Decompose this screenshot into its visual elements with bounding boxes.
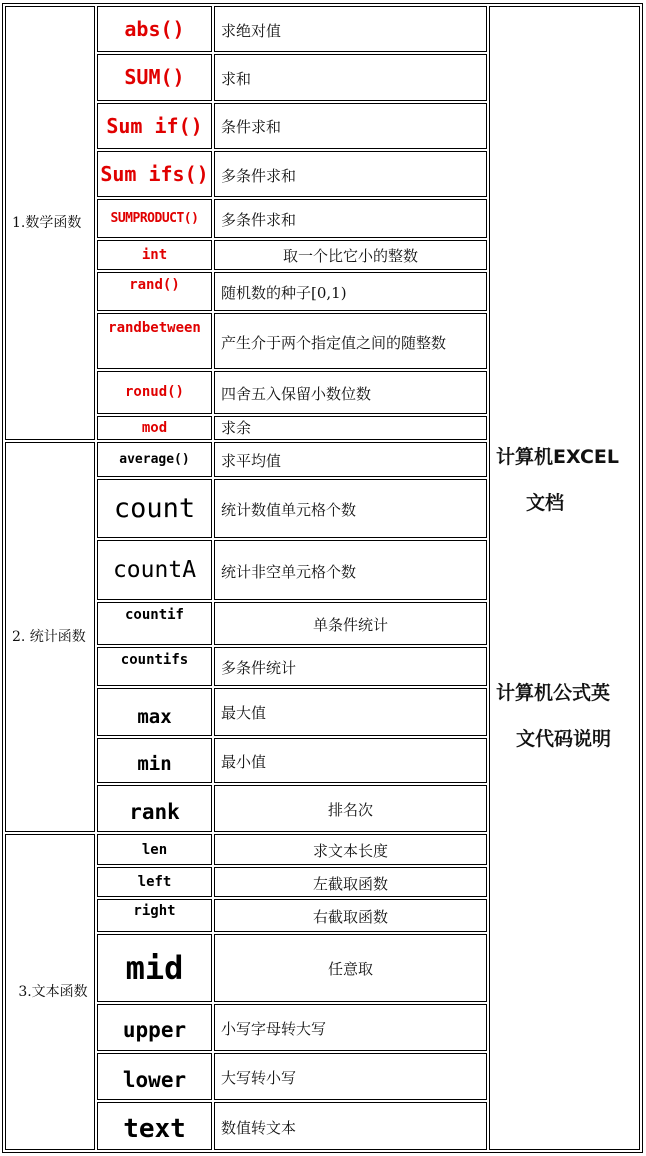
function-name: len xyxy=(97,834,212,865)
function-description: 求平均值 xyxy=(214,442,487,477)
function-description: 求和 xyxy=(214,54,487,100)
function-description: 数值转文本 xyxy=(214,1102,487,1150)
function-description: 排名次 xyxy=(214,785,487,832)
function-name: upper xyxy=(97,1004,212,1051)
function-description: 多条件求和 xyxy=(214,151,487,197)
function-description: 统计非空单元格个数 xyxy=(214,540,487,600)
function-name: rank xyxy=(97,785,212,832)
function-description: 统计数值单元格个数 xyxy=(214,479,487,539)
function-name: mod xyxy=(97,416,212,440)
side-note xyxy=(489,6,640,1150)
function-name: countA xyxy=(97,540,212,600)
function-description: 多条件求和 xyxy=(214,199,487,238)
function-description: 取一个比它小的整数 xyxy=(214,240,487,270)
category-math: 1.数学函数 xyxy=(5,6,95,440)
function-description: 四舍五入保留小数位数 xyxy=(214,371,487,414)
function-name: randbetween xyxy=(97,313,212,369)
function-description: 随机数的种子[0,1) xyxy=(214,272,487,311)
category-stat: 2. 统计函数 xyxy=(5,442,95,833)
function-description: 求余 xyxy=(214,416,487,440)
function-description: 单条件统计 xyxy=(214,602,487,645)
table-row xyxy=(5,6,640,52)
function-description: 多条件统计 xyxy=(214,647,487,686)
function-name: lower xyxy=(97,1053,212,1100)
function-name: count xyxy=(97,479,212,539)
function-name: min xyxy=(97,738,212,783)
function-description: 大写转小写 xyxy=(214,1053,487,1100)
side-line-1: 计算机EXCEL xyxy=(496,446,619,468)
function-name: mid xyxy=(97,934,212,1002)
function-name: countifs xyxy=(97,647,212,686)
function-name: right xyxy=(97,899,212,932)
function-name: Sum ifs() xyxy=(97,151,212,197)
side-line-4: 文代码说明 xyxy=(516,728,612,750)
function-description: 任意取 xyxy=(214,934,487,1002)
function-name: ronud() xyxy=(97,371,212,414)
function-name: average() xyxy=(97,442,212,477)
side-line-3: 计算机公式英 xyxy=(496,682,611,704)
function-name: countif xyxy=(97,602,212,645)
function-name: SUMPRODUCT() xyxy=(97,199,212,238)
function-name: SUM() xyxy=(97,54,212,100)
function-name: text xyxy=(97,1102,212,1150)
function-name: max xyxy=(97,688,212,735)
function-name: rand() xyxy=(97,272,212,311)
function-description: 求文本长度 xyxy=(214,834,487,865)
function-description: 左截取函数 xyxy=(214,867,487,897)
function-name: abs() xyxy=(97,6,212,52)
function-description: 最大值 xyxy=(214,688,487,735)
function-description: 条件求和 xyxy=(214,103,487,149)
side-note-box xyxy=(490,7,639,1149)
function-description: 求绝对值 xyxy=(214,6,487,52)
function-name: int xyxy=(97,240,212,270)
function-description: 最小值 xyxy=(214,738,487,783)
function-name: Sum if() xyxy=(97,103,212,149)
function-description: 小写字母转大写 xyxy=(214,1004,487,1051)
category-text: 3.文本函数 xyxy=(5,834,95,1150)
side-line-2: 文档 xyxy=(526,492,565,514)
function-description: 右截取函数 xyxy=(214,899,487,932)
function-name: left xyxy=(97,867,212,897)
function-description: 产生介于两个指定值之间的随整数 xyxy=(214,313,487,369)
function-table xyxy=(2,3,643,1153)
